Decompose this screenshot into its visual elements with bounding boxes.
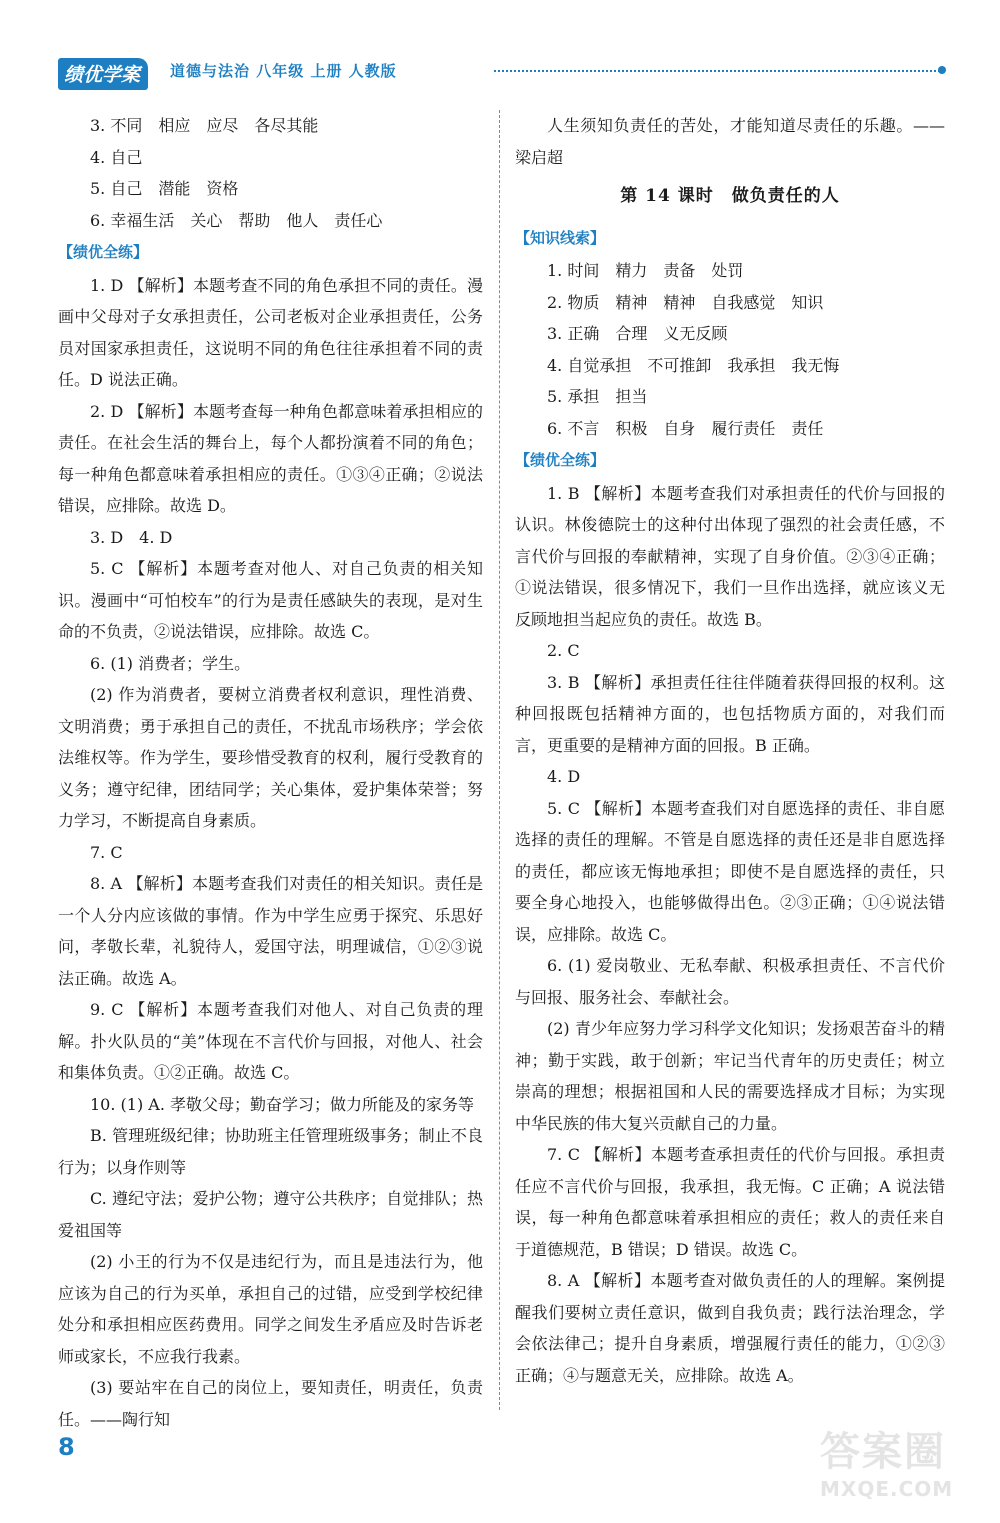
watermark [820, 1420, 990, 1515]
section-tag: 【知识线索】 [515, 228, 606, 247]
answer-line: 3. 正确 合理 义无反顾 [547, 324, 728, 343]
answer-paragraph: 1. B 【解析】本题考查我们对承担责任的代价与回报的认识。林俊德院士的这种付出体现了强烈的社会责任感，不言代价与回报的奉献精神，实现了自身价值。②③④正确；①说法错误，很多情况下，我们一旦作出选择，就应该义无反顾地担当起应负的责任。故选 B。 [515, 483, 945, 629]
answer-paragraph: 4. D [547, 767, 581, 786]
answer-paragraph: 1. D 【解析】本题考查不同的角色承担不同的责任。漫画中父母对子女承担责任，公司老板对企业承担责任，公务员对国家承担责任，这说明不同的角色往往承担着不同的责任。D 说法正确。 [58, 275, 483, 389]
answer-paragraph: 5. C 【解析】本题考查对他人、对自己负责的相关知识。漫画中“可怕校车”的行为是责任感缺失的表现，是对生命的不负责，②说法错误，应排除。故选 C。 [58, 559, 483, 641]
section-tag: 【绩优全练】 [515, 451, 606, 469]
right-column [515, 110, 945, 1391]
answer-line: 4. 自己 [90, 147, 143, 167]
answer-paragraph: 6. (1) 消费者；学生。 [90, 653, 251, 673]
page-number: 8 [58, 1433, 75, 1461]
quote: 人生须知负责任的苦处，才能知道尽责任的乐趣。——梁启超 [515, 116, 945, 167]
answer-paragraph: (2) 青少年应努力学习科学文化知识；发扬艰苦奋斗的精神；勤于实践，敢于创新；牢记当代青年的历史责任；树立崇高的理想；根据祖国和人民的需要选择成才目标；为实现中华民族的伟大复兴贡献自己的力量。 [515, 1019, 945, 1133]
section-tag: 【绩优全练】 [58, 243, 149, 261]
answer-paragraph: B. 管理班级纪律；协助班主任管理班级事务；制止不良行为；以身作则等 [58, 1126, 483, 1177]
answer-line: 4. 自觉承担 不可推卸 我承担 我无悔 [547, 355, 840, 375]
page-header [58, 58, 948, 88]
answer-paragraph: C. 遵纪守法；爱护公物；遵守公共秩序；自觉排队；热爱祖国等 [58, 1189, 483, 1240]
answer-line: 1. 时间 精力 责备 处罚 [547, 261, 744, 280]
watermark-url: MXQE.COM [820, 1477, 954, 1501]
answer-paragraph: (2) 作为消费者，要树立消费者权利意识，理性消费、文明消费；勇于承担自己的责任，不扰乱市场秩序；学会依法维权等。作为学生，要珍惜受教育的权利，履行受教育的义务；遵守纪律，团结同学；关心集体，爱护集体荣誉；努力学习，不断提高自身素质。 [58, 685, 483, 830]
answer-paragraph: 8. A 【解析】本题考查我们对责任的相关知识。责任是一个人分内应该做的事情。作为中学生应勇于探究、乐思好问，孝敬长辈，礼貌待人，爱国守法，明理诚信，①②③说法正确。故选 A。 [58, 874, 483, 988]
answer-line: 6. 不言 积极 自身 履行责任 责任 [547, 418, 824, 438]
header-dotted-rule [494, 70, 940, 72]
answer-paragraph: 7. C 【解析】本题考查承担责任的代价与回报。承担责任应不言代价与回报，我承担，我无悔。C 正确；A 说法错误，每一种角色都意味着承担相应的责任；救人的责任来自于道德规范，B 错误；D 错误。故选 C。 [515, 1145, 945, 1259]
answer-paragraph: 6. (1) 爱岗敬业、无私奉献、积极承担责任、不言代价与回报、服务社会、奉献社会。 [515, 956, 945, 1007]
answer-line: 6. 幸福生活 关心 帮助 他人 责任心 [90, 210, 383, 230]
answer-paragraph: 3. B 【解析】承担责任往往伴随着获得回报的权利。这种回报既包括精神方面的，也包括物质方面的，对我们而言，更重要的是精神方面的回报。B 正确。 [515, 672, 945, 755]
answer-paragraph: 7. C [90, 842, 123, 862]
answer-paragraph: 5. C 【解析】本题考查我们对自愿选择的责任、非自愿选择的责任的理解。不管是自愿选择的责任还是非自愿选择的责任，都应该无悔地承担；即使不是自愿选择的责任，只要全身心地投入，也能够做得出色。②③正确；①④说法错误，应排除。故选 C。 [515, 798, 945, 944]
answer-line: 5. 自己 潜能 资格 [90, 179, 239, 198]
answer-paragraph: 2. D 【解析】本题考查每一种角色都意味着承担相应的责任。在社会生活的舞台上，每个人都扮演着不同的角色；每一种角色都意味着承担相应的责任。①③④正确；②说法错误，应排除。故选 D。 [58, 401, 483, 515]
answer-paragraph: 9. C 【解析】本题考查我们对他人、对自己负责的理解。扑火队员的“美”体现在不言代价与回报，对他人、社会和集体负责。①②正确。故选 C。 [58, 1000, 483, 1082]
header-dot-end [938, 66, 946, 74]
left-column [58, 110, 483, 1435]
answer-line: 5. 承担 担当 [547, 387, 648, 406]
brand-logo: 绩优学案 [58, 58, 148, 90]
book-subtitle: 道德与法治 八年级 上册 人教版 [170, 62, 397, 80]
answer-line: 3. 不同 相应 应尽 各尽其能 [90, 116, 319, 135]
column-divider [499, 110, 500, 1410]
answer-paragraph: 10. (1) A. 孝敬父母；勤奋学习；做力所能及的家务等 [90, 1094, 475, 1114]
answer-paragraph: (2) 小王的行为不仅是违纪行为，而且是违法行为，他应该为自己的行为买单，承担自己的过错，应受到学校纪律处分和承担相应医药费用。同学之间发生矛盾应及时告诉老师或家长，不应我行我素。 [58, 1252, 483, 1366]
answer-line: 2. 物质 精神 精神 自我感觉 知识 [547, 292, 824, 312]
answer-paragraph: 8. A 【解析】本题考查对做负责任的人的理解。案例提醒我们要树立责任意识，做到自我负责；践行法治理念，学会依法律己；提升自身素质，增强履行责任的能力，①②③正确；④与题意无关，应排除。故选 A。 [515, 1271, 945, 1385]
lesson-title: 第 14 课时 做负责任的人 [620, 186, 840, 206]
answer-paragraph: 2. C [547, 641, 580, 660]
answer-paragraph: 3. D 4. D [90, 527, 173, 547]
answer-paragraph: (3) 要站牢在自己的岗位上，要知责任，明责任，负责任。——陶行知 [58, 1378, 483, 1429]
watermark-logo: 答案圈 [820, 1429, 946, 1475]
